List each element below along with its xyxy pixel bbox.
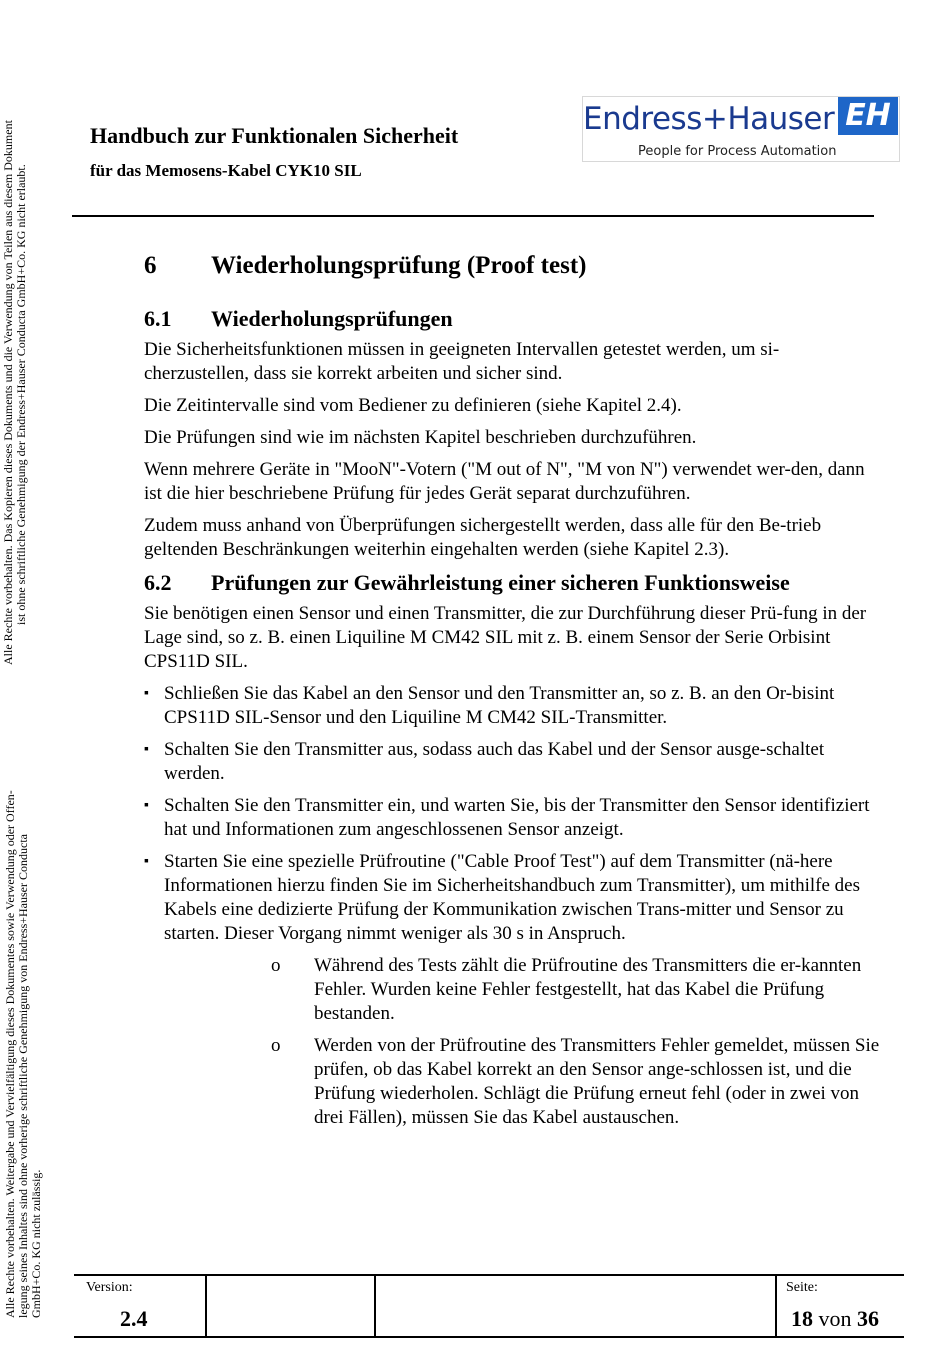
- bullet-icon: ▪: [144, 686, 149, 701]
- page-separator: von: [818, 1306, 852, 1331]
- logo-tagline: People for Process Automation: [638, 144, 837, 159]
- list-item: [144, 738, 884, 786]
- paragraph: Die Sicherheitsfunktionen müssen in geeigneten Intervallen getestet werden, um si-cherzustellen, dass sie korrekt arbeiten und sicher sind.: [144, 339, 780, 384]
- subsection-heading: [144, 306, 884, 332]
- subsection-number: 6.1: [144, 306, 172, 331]
- sub-list-item-text: Werden von der Prüfroutine des Transmitters Fehler gemeldet, müssen Sie prüfen, ob das Kabel korrekt an den Sensor ange-schlossen ist, und die Prüfung wiederholen. Schlägt die Prüfung erneut fehl (oder in zwei von drei Fällen), müssen Sie das Kabel austauschen.: [314, 1035, 880, 1128]
- footer-divider: [374, 1276, 376, 1336]
- section-title: Wiederholungsprüfung (Proof test): [211, 252, 587, 279]
- bullet-icon: ▪: [144, 854, 149, 869]
- section-heading: [144, 252, 884, 280]
- document-title: Handbuch zur Funktionalen Sicherheit: [90, 123, 459, 148]
- circle-bullet-icon: o: [271, 1035, 281, 1056]
- sub-list-item: [144, 1034, 884, 1130]
- header-divider: [72, 215, 874, 217]
- sub-bullet-list: [144, 954, 884, 1130]
- footer-table: [74, 1274, 904, 1338]
- side-note-line: Alle Rechte vorbehalten. Weitergabe und Vervielfältigung dieses Dokumentes sowie Verwendung oder Offen-: [3, 790, 17, 1318]
- page-total: 36: [857, 1306, 879, 1331]
- sub-list-item-text: Während des Tests zählt die Prüfroutine des Transmitters die er-kannten Fehler. Wurden keine Fehler festgestellt, hat das Kabel die Prüfung bestanden.: [314, 955, 862, 1024]
- bullet-icon: ▪: [144, 742, 149, 757]
- side-note-line: Alle Rechte vorbehalten. Das Kopieren dieses Dokuments und die Verwendung von Teilen aus diesem Dokument: [1, 120, 15, 665]
- paragraph: Die Zeitintervalle sind vom Bediener zu definieren (siehe Kapitel 2.4).: [144, 395, 682, 416]
- version-label: Version:: [86, 1280, 133, 1295]
- document-subtitle: für das Memosens-Kabel CYK10 SIL: [90, 161, 362, 180]
- paragraph: Die Prüfungen sind wie im nächsten Kapitel beschrieben durchzuführen.: [144, 427, 697, 448]
- side-note-line: ist ohne schriftliche Genehmigung der Endress+Hauser Conducta GmbH+Co. KG nicht erlaubt.: [14, 164, 28, 625]
- paragraph: Sie benötigen einen Sensor und einen Transmitter, die zur Durchführung dieser Prü-fung in der Lage sind, so z. B. einen Liquiline M CM42 SIL mit z. B. einem Sensor der Serie Orbisint CPS11D SIL.: [144, 603, 867, 672]
- list-item: [144, 794, 884, 842]
- section-number: 6: [144, 252, 157, 279]
- list-item-text: Schließen Sie das Kabel an den Sensor und den Transmitter an, so z. B. an den Or-bisint CPS11D SIL-Sensor und den Liquiline M CM42 SIL-Transmitter.: [164, 683, 835, 728]
- footer-divider: [205, 1276, 207, 1336]
- list-item-text: Starten Sie eine spezielle Prüfroutine ("Cable Proof Test") auf dem Transmitter (nä-here Informationen hierzu finden Sie im Sicherheitshandbuch zum Transmitter), um mithilfe des Kabels eine dedizierte Prüfung der Kommunikation zwischen Trans-mitter und Sensor zu starten. Dieser Vorgang nimmt weniger als 30 s in Anspruch.: [164, 851, 860, 944]
- bullet-list: [144, 682, 884, 946]
- page-label: Seite:: [786, 1280, 818, 1295]
- main-content: [144, 252, 884, 1138]
- list-item-text: Schalten Sie den Transmitter ein, und warten Sie, bis der Transmitter den Sensor identifiziert hat und Informationen zum angeschlossenen Sensor anzeigt.: [164, 795, 870, 840]
- list-item-text: Schalten Sie den Transmitter aus, sodass auch das Kabel und der Sensor ausge-schaltet werden.: [164, 739, 825, 784]
- sub-list-item: [144, 954, 884, 1026]
- subsection-heading: [144, 570, 884, 596]
- eh-logo-icon: EH: [838, 97, 898, 135]
- version-value: 2.4: [120, 1306, 148, 1331]
- list-item: [144, 850, 884, 946]
- logo-brand-text: Endress+Hauser: [583, 101, 835, 137]
- side-note-left: [4, 790, 43, 1318]
- side-note-line: GmbH+Co. KG nicht zulässig.: [29, 1169, 43, 1318]
- circle-bullet-icon: o: [271, 955, 281, 976]
- side-note-line: legung seines Inhaltes sind ohne vorherige schriftliche Genehmigung von Endress+Hauser Conducta: [16, 834, 30, 1318]
- side-note-right: [2, 120, 28, 665]
- subsection-title: Prüfungen zur Gewährleistung einer sicheren Funktionsweise: [211, 570, 790, 595]
- paragraph: Zudem muss anhand von Überprüfungen sichergestellt werden, dass alle für den Be-trieb geltenden Beschränkungen weiterhin eingehalten werden (siehe Kapitel 2.3).: [144, 515, 822, 560]
- footer-page-cell: [775, 1276, 904, 1336]
- footer-version-cell: [74, 1276, 205, 1336]
- bullet-icon: ▪: [144, 798, 149, 813]
- company-logo: [582, 96, 900, 162]
- subsection-title: Wiederholungsprüfungen: [211, 306, 453, 331]
- list-item: [144, 682, 884, 730]
- paragraph: Wenn mehrere Geräte in "MooN"-Votern ("M out of N", "M von N") verwendet wer-den, dann ist die hier beschriebene Prüfung für jedes Gerät separat durchzuführen.: [144, 459, 865, 504]
- page-number: [791, 1306, 879, 1332]
- subsection-number: 6.2: [144, 570, 172, 595]
- page-current: 18: [791, 1306, 813, 1331]
